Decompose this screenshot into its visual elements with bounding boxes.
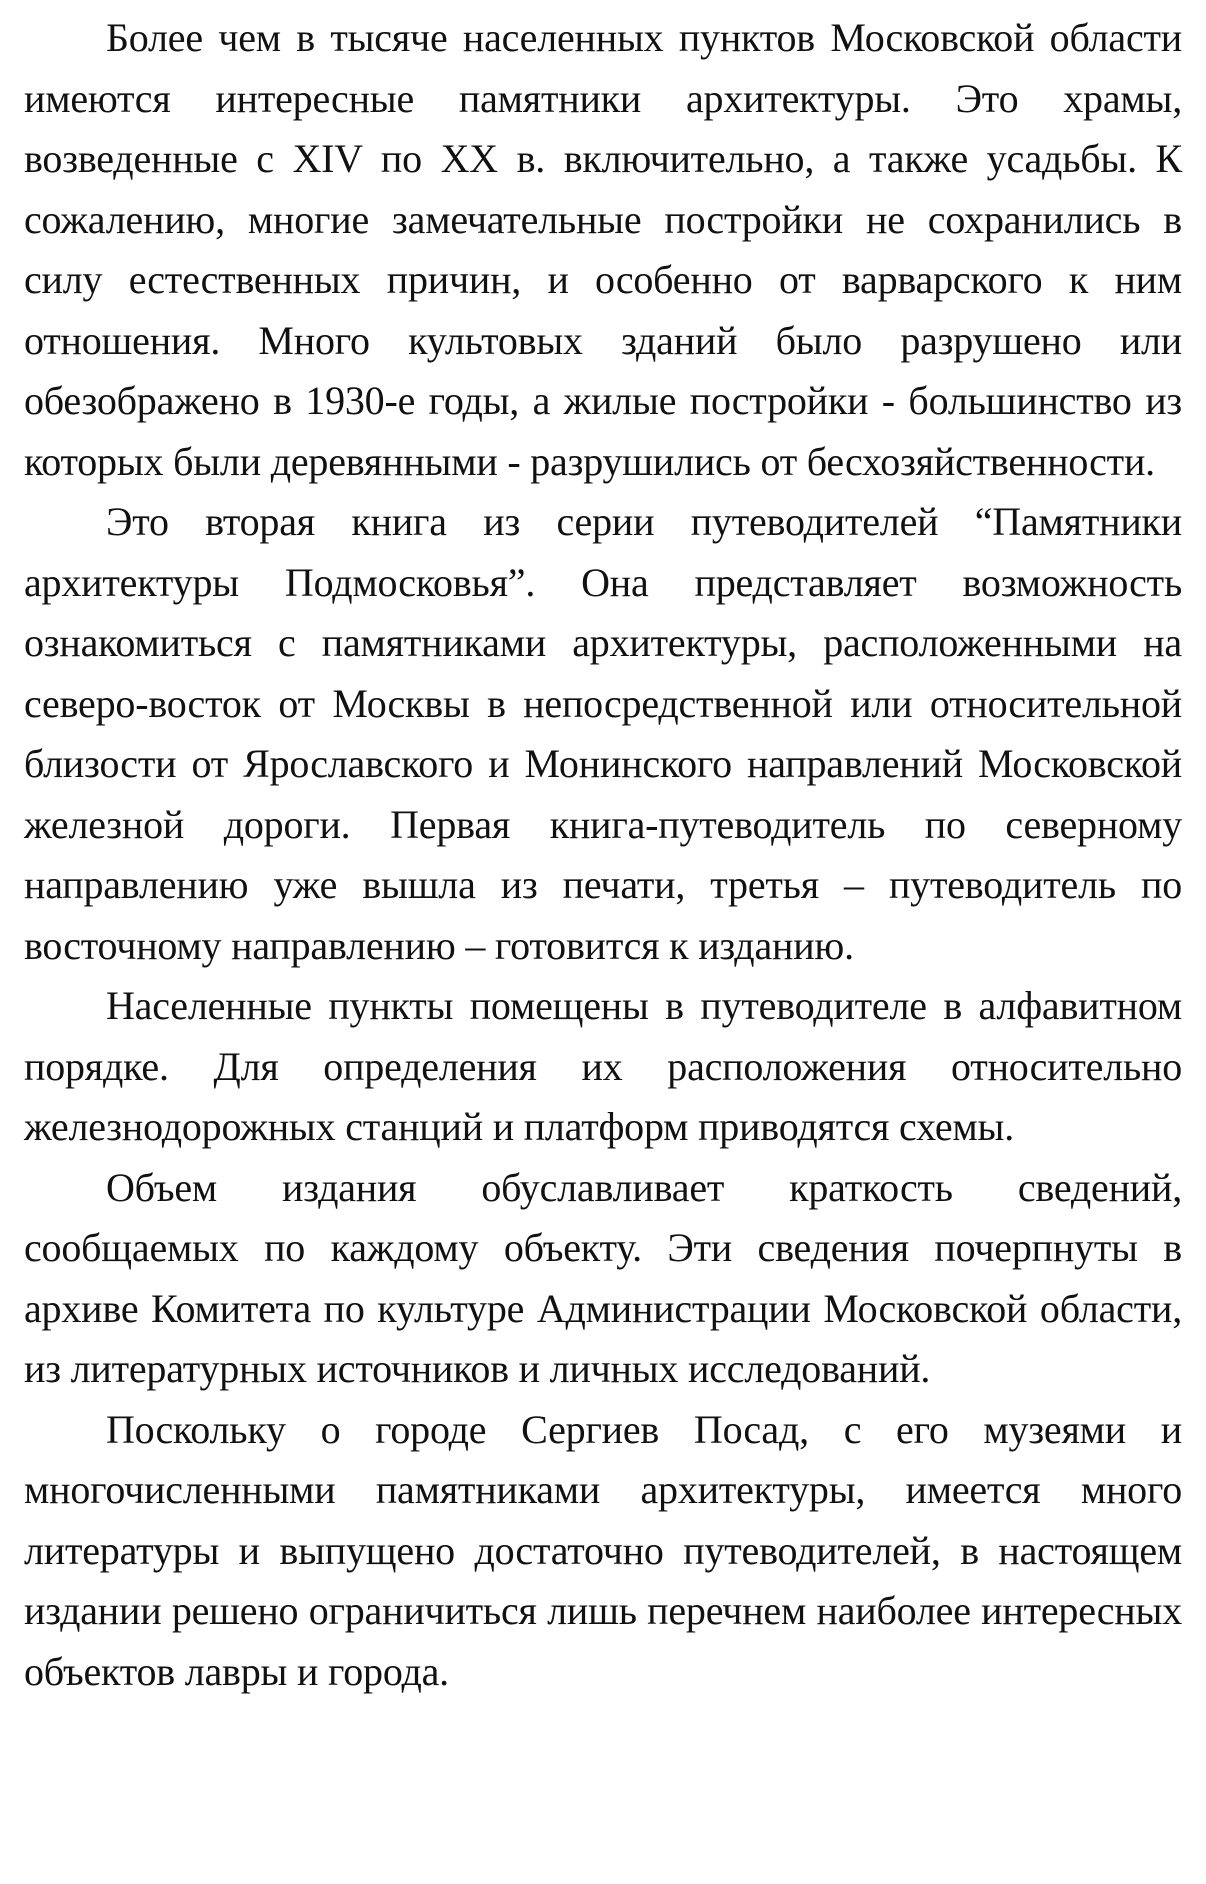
paragraph-5: Поскольку о городе Сергиев Посад, с его музеями и многочисленными памятниками архитектуры, имеется много литературы и выпущено достаточно путеводителей, в настоящем издании решено ограничиться лишь перечнем наиболее интересных объектов лавры и города. [24,1406,1182,1694]
paragraph-2: Это вторая книга из серии путеводителей “Памятники архитектуры Подмосковья”. Она представляет возможность ознакомиться с памятниками архитектуры, расположенными на северо-восток от Москвы в непосредственной или относительной близости от Ярославского и Монинского направлений Московской железной дороги. Первая книга-путеводитель по северному направлению уже вышла из печати, третья – путеводитель по восточному направлению – готовится к изданию. [24,499,1182,968]
document-page [24,8,1182,1702]
paragraph-3: Населенные пункты помещены в путеводителе в алфавитном порядке. Для определения их расположения относительно железнодорожных станций и платформ приводятся схемы. [24,983,1182,1149]
paragraph-4: Объем издания обуславливает краткость сведений, сообщаемых по каждому объекту. Эти сведения почерпнуты в архиве Комитета по культуре Администрации Московской области, из литературных источников и личных исследований. [24,1164,1182,1391]
paragraph-1: Более чем в тысяче населенных пунктов Московской области имеются интересные памятники архитектуры. Это храмы, возведенные с XIV по XX в. включительно, а также усадьбы. К сожалению, многие замечательные постройки не сохранились в силу естественных причин, и особенно от варварского к ним отношения. Много культовых зданий было разрушено или обезображено в 1930-е годы, а жилые постройки - большинство из которых были деревянными - разрушились от бесхозяйственности. [24,15,1182,484]
